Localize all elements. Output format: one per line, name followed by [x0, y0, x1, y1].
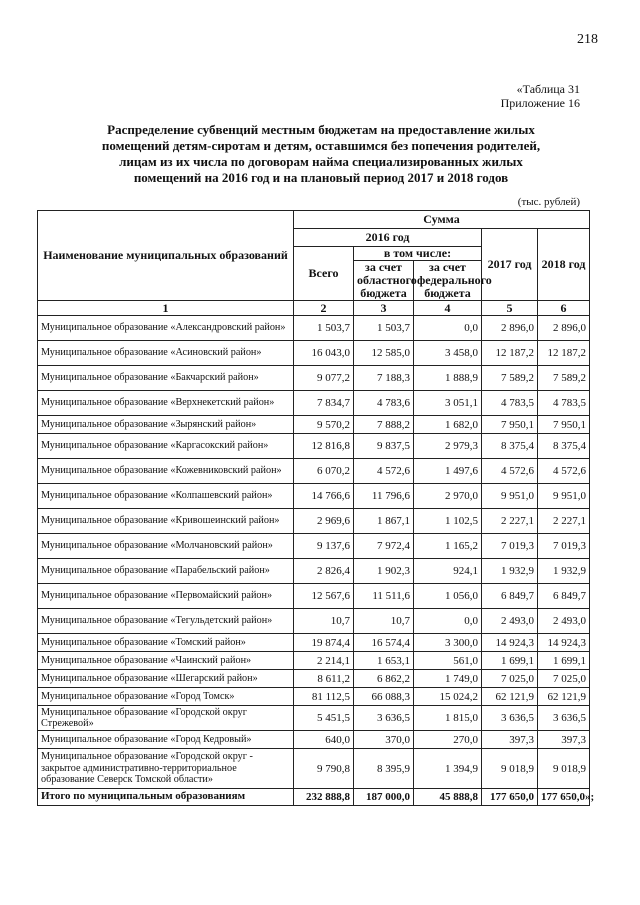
table-row	[38, 391, 590, 416]
cell-regional: 7 972,4	[354, 534, 414, 559]
municipality-name: Муниципальное образование «Верхнекетский район»	[38, 391, 294, 416]
total-federal: 45 888,8	[414, 789, 482, 806]
cell-total: 10,7	[294, 609, 354, 634]
cell-2017: 14 924,3	[482, 634, 538, 652]
municipality-name: Муниципальное образование «Парабельский район»	[38, 559, 294, 584]
cell-federal: 3 051,1	[414, 391, 482, 416]
table-row	[38, 652, 590, 670]
header-regional: за счет областного бюджета	[354, 261, 414, 301]
appendix-number: Приложение 16	[500, 96, 580, 110]
cell-federal: 15 024,2	[414, 688, 482, 706]
cell-regional: 7 188,3	[354, 366, 414, 391]
cell-total: 16 043,0	[294, 341, 354, 366]
cell-regional: 66 088,3	[354, 688, 414, 706]
municipality-name: Муниципальное образование «Бакчарский район»	[38, 366, 294, 391]
municipality-name: Муниципальное образование «Городской округ - закрытое административно-территориальное образование Северск Томской области»	[38, 749, 294, 789]
cell-regional: 1 867,1	[354, 509, 414, 534]
col-number: 3	[354, 301, 414, 316]
cell-federal: 1 102,5	[414, 509, 482, 534]
cell-2017: 2 227,1	[482, 509, 538, 534]
cell-2018: 7 025,0	[538, 670, 590, 688]
header-2017: 2017 год	[482, 229, 538, 301]
cell-federal: 3 458,0	[414, 341, 482, 366]
cell-2017: 6 849,7	[482, 584, 538, 609]
table-body	[38, 316, 590, 789]
cell-2018: 397,3	[538, 731, 590, 749]
col-number: 4	[414, 301, 482, 316]
cell-2018: 9 018,9	[538, 749, 590, 789]
cell-2018: 4 783,5	[538, 391, 590, 416]
cell-total: 9 077,2	[294, 366, 354, 391]
table-row	[38, 434, 590, 459]
cell-2017: 2 493,0	[482, 609, 538, 634]
cell-total: 640,0	[294, 731, 354, 749]
cell-regional: 1 503,7	[354, 316, 414, 341]
cell-2018: 4 572,6	[538, 459, 590, 484]
cell-federal: 2 970,0	[414, 484, 482, 509]
municipality-name: Муниципальное образование «Тегульдетский район»	[38, 609, 294, 634]
cell-regional: 6 862,2	[354, 670, 414, 688]
cell-2018: 7 019,3	[538, 534, 590, 559]
cell-total: 19 874,4	[294, 634, 354, 652]
cell-regional: 10,7	[354, 609, 414, 634]
municipality-name: Муниципальное образование «Город Томск»	[38, 688, 294, 706]
cell-2017: 397,3	[482, 731, 538, 749]
table-row	[38, 609, 590, 634]
cell-regional: 4 572,6	[354, 459, 414, 484]
cell-total: 5 451,5	[294, 706, 354, 731]
cell-regional: 3 636,5	[354, 706, 414, 731]
total-row	[38, 789, 590, 806]
cell-federal: 2 979,3	[414, 434, 482, 459]
header-2016: 2016 год	[294, 229, 482, 247]
cell-total: 9 790,8	[294, 749, 354, 789]
cell-federal: 270,0	[414, 731, 482, 749]
table-row	[38, 584, 590, 609]
cell-federal: 0,0	[414, 609, 482, 634]
table-row	[38, 559, 590, 584]
cell-2017: 8 375,4	[482, 434, 538, 459]
header-including: в том числе:	[354, 247, 482, 261]
cell-2018: 9 951,0	[538, 484, 590, 509]
cell-total: 2 214,1	[294, 652, 354, 670]
header-name: Наименование муниципальных образований	[38, 211, 294, 301]
subvention-table	[37, 210, 595, 806]
title-line: помещений детям-сиротам и детям, оставшимся без попечения родителей,	[101, 138, 541, 153]
cell-2018: 7 950,1	[538, 416, 590, 434]
cell-total: 2 826,4	[294, 559, 354, 584]
page-number: 218	[577, 32, 598, 47]
cell-2018: 1 699,1	[538, 652, 590, 670]
cell-federal: 1 394,9	[414, 749, 482, 789]
cell-regional: 9 837,5	[354, 434, 414, 459]
municipality-name: Муниципальное образование «Томский район»	[38, 634, 294, 652]
cell-regional: 7 888,2	[354, 416, 414, 434]
cell-regional: 1 653,1	[354, 652, 414, 670]
table-row	[38, 316, 590, 341]
document-title	[40, 122, 602, 186]
cell-total: 8 611,2	[294, 670, 354, 688]
municipality-name: Муниципальное образование «Колпашевский район»	[38, 484, 294, 509]
cell-regional: 8 395,9	[354, 749, 414, 789]
cell-2018: 62 121,9	[538, 688, 590, 706]
municipality-name: Муниципальное образование «Шегарский район»	[38, 670, 294, 688]
cell-2018: 1 932,9	[538, 559, 590, 584]
cell-federal: 1 749,0	[414, 670, 482, 688]
municipality-name: Муниципальное образование «Кривошеинский район»	[38, 509, 294, 534]
table-row	[38, 366, 590, 391]
cell-2017: 1 932,9	[482, 559, 538, 584]
cell-federal: 1 888,9	[414, 366, 482, 391]
cell-2018: 2 493,0	[538, 609, 590, 634]
cell-2017: 4 783,5	[482, 391, 538, 416]
municipality-name: Муниципальное образование «Город Кедровый»	[38, 731, 294, 749]
total-2017: 177 650,0	[482, 789, 538, 806]
title-line: лицам из их числа по договорам найма специализированных жилых	[119, 154, 523, 169]
table-row	[38, 509, 590, 534]
cell-2017: 62 121,9	[482, 688, 538, 706]
municipality-name: Муниципальное образование «Александровский район»	[38, 316, 294, 341]
cell-2018: 14 924,3	[538, 634, 590, 652]
units-note: (тыс. рублей)	[517, 196, 580, 208]
municipality-name: Муниципальное образование «Городской округ Стрежевой»	[38, 706, 294, 731]
cell-2017: 7 025,0	[482, 670, 538, 688]
municipality-name: Муниципальное образование «Чаинский район»	[38, 652, 294, 670]
col-number: 6	[538, 301, 590, 316]
cell-total: 9 570,2	[294, 416, 354, 434]
header-total: Всего	[294, 247, 354, 301]
col-number: 2	[294, 301, 354, 316]
cell-total: 1 503,7	[294, 316, 354, 341]
table-row	[38, 731, 590, 749]
cell-regional: 4 783,6	[354, 391, 414, 416]
cell-2018: 2 227,1	[538, 509, 590, 534]
col-number: 1	[38, 301, 294, 316]
total-regional: 187 000,0	[354, 789, 414, 806]
table-row	[38, 459, 590, 484]
cell-2017: 7 019,3	[482, 534, 538, 559]
cell-federal: 1 815,0	[414, 706, 482, 731]
table-row	[38, 706, 590, 731]
cell-2017: 7 589,2	[482, 366, 538, 391]
table-row	[38, 484, 590, 509]
table-row	[38, 534, 590, 559]
cell-total: 12 816,8	[294, 434, 354, 459]
cell-total: 6 070,2	[294, 459, 354, 484]
cell-2018: 2 896,0	[538, 316, 590, 341]
cell-2018: 6 849,7	[538, 584, 590, 609]
header-sum: Сумма	[294, 211, 590, 229]
cell-total: 9 137,6	[294, 534, 354, 559]
cell-2017: 7 950,1	[482, 416, 538, 434]
municipality-name: Муниципальное образование «Асиновский район»	[38, 341, 294, 366]
cell-regional: 370,0	[354, 731, 414, 749]
table-number: «Таблица 31	[516, 82, 580, 96]
cell-total: 14 766,6	[294, 484, 354, 509]
cell-federal: 3 300,0	[414, 634, 482, 652]
cell-regional: 12 585,0	[354, 341, 414, 366]
cell-2018: 12 187,2	[538, 341, 590, 366]
table-label-block	[501, 82, 580, 110]
table-row	[38, 634, 590, 652]
col-number: 5	[482, 301, 538, 316]
cell-2017: 9 018,9	[482, 749, 538, 789]
cell-regional: 11 796,6	[354, 484, 414, 509]
cell-federal: 1 497,6	[414, 459, 482, 484]
cell-2018: 3 636,5	[538, 706, 590, 731]
cell-2017: 1 699,1	[482, 652, 538, 670]
title-line: Распределение субвенций местным бюджетам на предоставление жилых	[107, 122, 535, 137]
table-row	[38, 416, 590, 434]
cell-2017: 4 572,6	[482, 459, 538, 484]
cell-total: 12 567,6	[294, 584, 354, 609]
cell-total: 2 969,6	[294, 509, 354, 534]
cell-2017: 9 951,0	[482, 484, 538, 509]
cell-regional: 16 574,4	[354, 634, 414, 652]
municipality-name: Муниципальное образование «Кожевниковский район»	[38, 459, 294, 484]
total-all: 232 888,8	[294, 789, 354, 806]
total-2018: 177 650,0»;	[538, 789, 590, 806]
cell-federal: 1 056,0	[414, 584, 482, 609]
municipality-name: Муниципальное образование «Каргасокский район»	[38, 434, 294, 459]
table-row	[38, 688, 590, 706]
cell-regional: 11 511,6	[354, 584, 414, 609]
cell-2017: 2 896,0	[482, 316, 538, 341]
table-row	[38, 670, 590, 688]
table-row	[38, 749, 590, 789]
cell-2018: 7 589,2	[538, 366, 590, 391]
cell-federal: 924,1	[414, 559, 482, 584]
cell-federal: 1 165,2	[414, 534, 482, 559]
cell-federal: 561,0	[414, 652, 482, 670]
title-line: помещений на 2016 год и на плановый период 2017 и 2018 годов	[133, 170, 509, 185]
municipality-name: Муниципальное образование «Первомайский район»	[38, 584, 294, 609]
cell-total: 81 112,5	[294, 688, 354, 706]
header-2018: 2018 год	[538, 229, 590, 301]
cell-total: 7 834,7	[294, 391, 354, 416]
header-federal: за счет федерального бюджета	[414, 261, 482, 301]
cell-federal: 1 682,0	[414, 416, 482, 434]
cell-2017: 3 636,5	[482, 706, 538, 731]
municipality-name: Муниципальное образование «Зырянский район»	[38, 416, 294, 434]
cell-federal: 0,0	[414, 316, 482, 341]
total-name: Итого по муниципальным образованиям	[38, 789, 294, 806]
cell-2017: 12 187,2	[482, 341, 538, 366]
cell-2018: 8 375,4	[538, 434, 590, 459]
cell-regional: 1 902,3	[354, 559, 414, 584]
table-row	[38, 341, 590, 366]
municipality-name: Муниципальное образование «Молчановский район»	[38, 534, 294, 559]
